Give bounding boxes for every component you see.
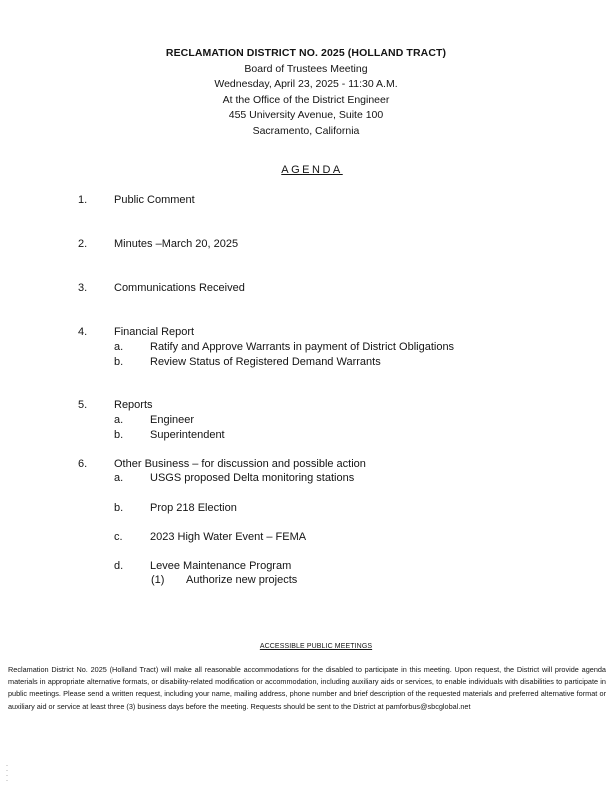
agenda-item-label: Minutes –March 20, 2025 xyxy=(114,238,239,250)
agenda-item-label: Financial Report xyxy=(114,326,195,338)
agenda-item-label: Other Business – for discussion and possible action xyxy=(114,458,366,470)
subsubitem-number: (1) xyxy=(151,574,165,586)
agenda-item-number: 3. xyxy=(78,282,88,294)
subitem-letter: b. xyxy=(114,502,124,514)
agenda-item-label: Public Comment xyxy=(114,194,195,206)
subitem-letter: b. xyxy=(114,429,124,441)
subitem-text: USGS proposed Delta monitoring stations xyxy=(150,472,355,484)
subitem-text: Engineer xyxy=(150,414,195,426)
subitem-text: 2023 High Water Event – FEMA xyxy=(150,531,307,543)
meeting-address: 455 University Avenue, Suite 100 xyxy=(228,109,384,121)
district-title: RECLAMATION DISTRICT NO. 2025 (HOLLAND TRACT) xyxy=(165,47,447,59)
margin-dots: · · · · xyxy=(6,763,8,784)
subitem-text: Levee Maintenance Program xyxy=(150,560,292,572)
meeting-datetime: Wednesday, April 23, 2025 - 11:30 A.M. xyxy=(214,78,398,90)
agenda-item-number: 5. xyxy=(78,399,88,411)
subitem-letter: a. xyxy=(114,472,124,484)
agenda-item-number: 4. xyxy=(78,326,88,338)
agenda-item-number: 2. xyxy=(78,238,88,250)
subitem-letter: b. xyxy=(114,356,124,368)
subitem-text: Review Status of Registered Demand Warrants xyxy=(150,356,381,368)
agenda-item-label: Communications Received xyxy=(114,282,245,294)
meeting-location: At the Office of the District Engineer xyxy=(222,93,390,106)
agenda-item-label: Reports xyxy=(114,399,153,411)
accessible-meetings-notice: Reclamation District No. 2025 (Holland Tract) will make all reasonable accommodations for the disabled to participate in this meeting. Upon request, the District will provide agenda materials in appropriate alternative formats, or disability-related modification or accommodation, including auxiliary aids or services, to enable individuals with disabilities to participate in public meetings. Please send a written request, including your name, mailing address, phone number and brief description of the requested materials and preferred alternative format or auxiliary aid or service at least three (3) business days before the meeting. Requests should be sent to the District at pamforbus@sbcglobal.net xyxy=(8,665,606,711)
accessible-meetings-heading: ACCESSIBLE PUBLIC MEETINGS xyxy=(259,643,373,650)
subitem-letter: c. xyxy=(114,531,123,543)
subitem-text: Ratify and Approve Warrants in payment of District Obligations xyxy=(150,341,455,353)
meeting-header xyxy=(0,46,612,139)
subitem-letter: a. xyxy=(114,414,124,426)
subsubitem-text: Authorize new projects xyxy=(186,574,298,586)
agenda-item-number: 1. xyxy=(78,194,88,206)
subitem-text: Prop 218 Election xyxy=(150,502,237,514)
agenda-item-number: 6. xyxy=(78,458,88,470)
meeting-city: Sacramento, California xyxy=(252,124,360,137)
subitem-letter: d. xyxy=(114,560,124,572)
subitem-text: Superintendent xyxy=(150,429,225,441)
subitem-letter: a. xyxy=(114,341,124,353)
meeting-body-name: Board of Trustees Meeting xyxy=(244,62,368,75)
agenda-heading: AGENDA xyxy=(281,164,343,176)
